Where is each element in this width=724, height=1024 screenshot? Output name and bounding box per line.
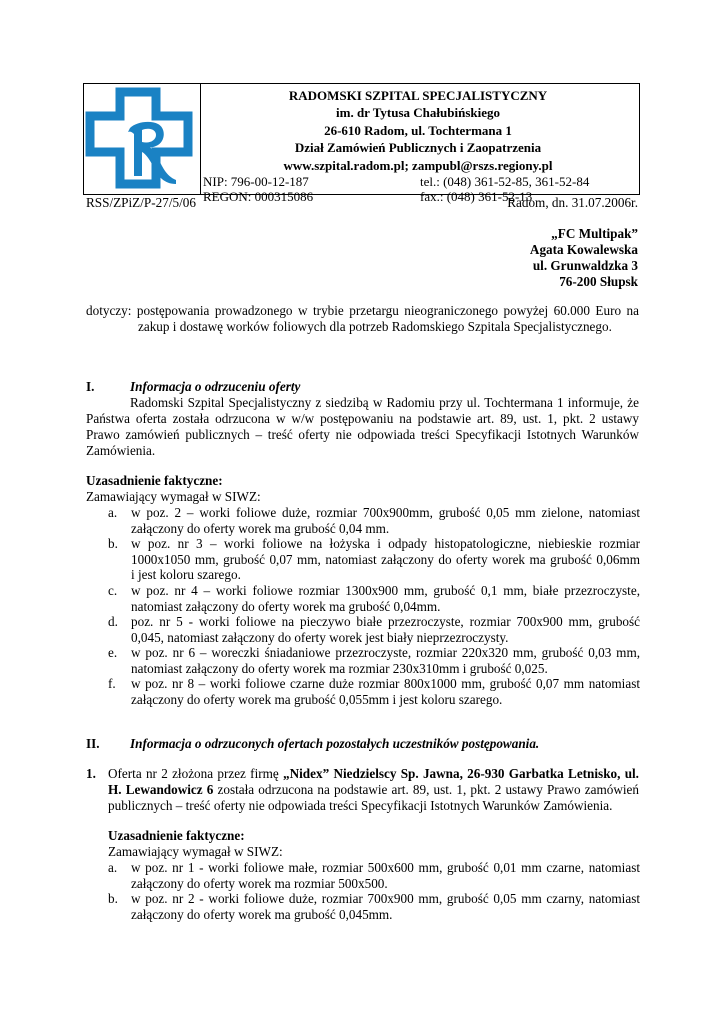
- offer-line-2: H. Lewandowicz 6 została odrzucona na podstawie art. 89, ust. 1, pkt. 2 ustawy Prawo zamówień: [108, 782, 639, 797]
- subject-line-1: dotyczy: postępowania prowadzonego w trybie przetargu nieograniczonego powyżej 60.000 Euro na: [86, 303, 639, 318]
- subject-line-2: zakup i dostawę worków foliowych dla potrzeb Radomskiego Szpitala Specjalistycznego.: [138, 319, 612, 334]
- offer-line-3: publicznych – treść oferty nie odpowiada treści Specyfikacji Istotnych Warunków Zamówienia.: [108, 798, 613, 813]
- letter-date: Radom, dn. 31.07.2006r.: [507, 195, 638, 210]
- section-1-basis-intro: Zamawiający wymagał w SIWZ:: [86, 489, 261, 504]
- offer-line-1: Oferta nr 2 złożona przez firmę „Nidex” Niedzielscy Sp. Jawna, 26-930 Garbatka Letnisko, ul.: [108, 766, 639, 781]
- org-name: RADOMSKI SZPITAL SPECJALISTYCZNY: [288, 88, 548, 103]
- recipient-city: 76-200 Słupsk: [559, 274, 638, 289]
- section-1-para-line-1: Radomski Szpital Specjalistyczny z siedzibą w Radomiu przy ul. Tochtermana 1 informuje, że: [130, 395, 639, 410]
- section-1-para-line-4: Zamówienia.: [86, 443, 156, 458]
- document-page: RADOMSKI SZPITAL SPECJALISTYCZNY im. dr Tytusa Chałubińskiego 26-610 Radom, ul. Tochtermana 1 Dział Zamówień Publicznych i Zaopatrzenia www.szpital.radom.pl; zampubl@rszs.regiony.pl NIP: 796-00-12-187 tel.: (048) 361-52-85, 361-52-84 REGON: 000315086 fax.: (048) 361-52-13 RSS/ZPiZ/P-27/5/06 Radom, dn. 31.07.2006r. „FC Multipak” Agata Kowalewska ul. Grunwaldzka 3 76-200 Słupsk dotyczy: postępowania prowadzonego w trybie przetargu nieograniczonego powyżej 60.000 Euro na zakup i dostawę worków foliowych dla potrzeb Radomskiego Szpitala Specjalistycznego. I. Informacja o odrzuceniu oferty Radomski Szpital Specjalistyczny z siedzibą w Radomiu przy ul. Tochtermana 1 informuje, że Państwa oferta została odrzucona w w/w postępowaniu na podstawie art. 89, ust. 1, pkt. 2 ustawy Prawo zamówień publicznych – treść oferty nie odpowiada treści Specyfikacji Istotnych Warunków Zamówienia. Uzasadnienie faktyczne: Zamawiający wymagał w SIWZ: a. w poz. 2 – worki foliowe duże, rozmiar 700x900mm, grubość 0,05 mm zielone, natomiast załączony do oferty worek ma grubość 0,04 mm. b. w poz. nr 3 – worki foliowe na łożyska i odpady histopatologiczne, niebieskie rozmiar 1000x1050 mm, grubość 0,07 mm, natomiast załączony do oferty worek ma grubość 0,06mm i jest koloru szarego. c. w poz. nr 4 – worki foliowe rozmiar 1300x900 mm, grubość 0,1 mm, białe przezroczyste, natomiast załączony do oferty worek ma grubość 0,04mm. d. poz. nr 5 - worki foliowe na pieczywo białe przezroczyste, rozmiar 700x900 mm, grubość 0,045, natomiast załączony do oferty worek jest biały nieprzezroczysty. e. w poz. nr 6 – woreczki śniadaniowe przezroczyste, rozmiar 220x320 mm, grubość 0,03 mm, natomiast załączony do oferty worek ma rozmiar 230x310mm i grubość 0,025. f. w poz. nr 8 – worki foliowe czarne duże rozmiar 800x1000 mm, grubość 0,07 mm natomiast załączony do oferty worek ma grubość 0,055mm i jest koloru szarego. II. Informacja o odrzuconych ofertach pozostałych uczestników postępowania. 1. Oferta nr 2 złożona przez firmę „Nidex” Niedzielscy Sp. Jawna, 26-930 Garbatka Letnisko, ul. H. Lewandowicz 6 została odrzucona na podstawie art. 89, ust. 1, pkt. 2 ustawy Prawo zamówień publicznych – treść oferty nie odpowiada treści Specyfikacji Istotnych Warunków Zamówienia. Uzasadnienie faktyczne: Zamawiający wymagał w SIWZ: a. w poz. nr 1 - worki foliowe małe, rozmiar 500x600 mm, grubość 0,01 mm czarne, natomiast załączony do oferty worek ma rozmiar 500x500. b. w poz. nr 2 - worki foliowe duże, rozmiar 700x900 mm, grubość 0,05 mm czarny, natomiast załączony do oferty worek ma grubość 0,045mm.: [0, 0, 724, 1024]
- section-1-title: Informacja o odrzuceniu oferty: [130, 379, 301, 394]
- nip: NIP: 796-00-12-187: [203, 174, 309, 190]
- org-patron: im. dr Tytusa Chałubińskiego: [336, 105, 500, 121]
- org-address: 26-610 Radom, ul. Tochtermana 1: [324, 122, 512, 138]
- section-2-title: Informacja o odrzuconych ofertach pozostałych uczestników postępowania.: [130, 736, 540, 751]
- regon: REGON: 000315086: [203, 189, 314, 205]
- section-2-number: II.: [86, 736, 100, 751]
- recipient-street: ul. Grunwaldzka 3: [532, 258, 638, 273]
- section-1-para-line-2: Państwa oferta została odrzucona w w/w postępowaniu na podstawie art. 89, ust. 1, pkt. 2 ustawy: [86, 411, 639, 426]
- section-1-number: I.: [86, 379, 95, 394]
- section-2-basis-title: Uzasadnienie faktyczne:: [108, 828, 245, 843]
- section-2-basis-intro: Zamawiający wymagał w SIWZ:: [108, 844, 283, 859]
- offer-number: 1.: [86, 766, 96, 781]
- org-department: Dział Zamówień Publicznych i Zaopatrzenia: [294, 140, 542, 156]
- reference-number: RSS/ZPiZ/P-27/5/06: [86, 195, 196, 210]
- recipient-person: Agata Kowalewska: [529, 242, 638, 257]
- offer-company-street: H. Lewandowicz 6: [108, 782, 214, 797]
- section-1-basis-title: Uzasadnienie faktyczne:: [86, 473, 223, 488]
- cross-r-logo-icon: [84, 84, 200, 194]
- offer-company: „Nidex” Niedzielscy Sp. Jawna, 26-930 Garbatka Letnisko, ul.: [283, 766, 639, 781]
- recipient-company: „FC Multipak”: [551, 226, 638, 241]
- fax: fax.: (048) 361-52-13: [420, 189, 533, 205]
- letterhead-text: [201, 87, 635, 204]
- org-web-email: www.szpital.radom.pl; zampubl@rszs.regiony.pl: [283, 157, 553, 173]
- section-1-para-line-3: Prawo zamówień publicznych – treść oferty nie odpowiada treści Specyfikacji Istotnych Warunków: [86, 427, 639, 442]
- nip-tel-row: [201, 174, 635, 189]
- tel: tel.: (048) 361-52-85, 361-52-84: [420, 174, 590, 190]
- hospital-logo: [84, 84, 201, 194]
